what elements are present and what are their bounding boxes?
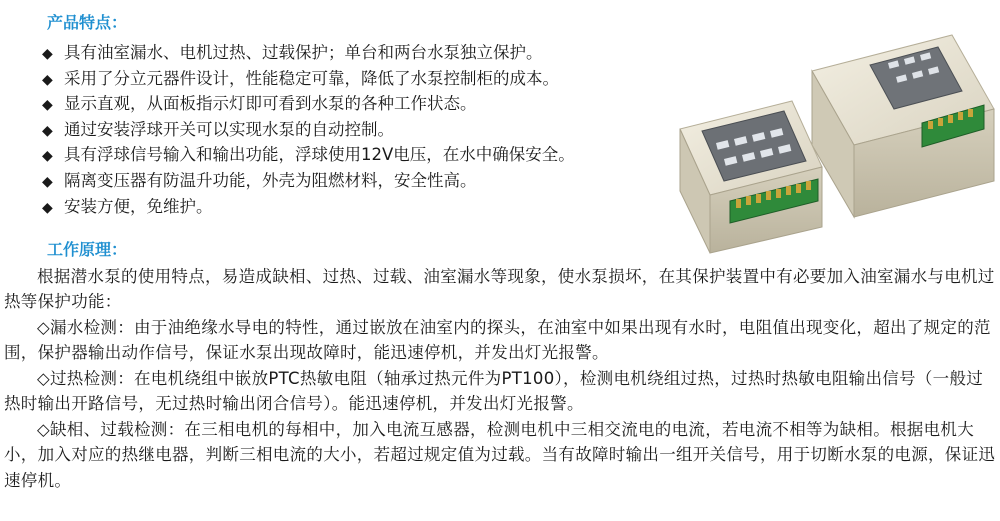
feature-item <box>42 142 575 168</box>
phase-loss-overload-paragraph <box>4 417 998 493</box>
intro-text: 根据潜水泵的使用特点，易造成缺相、过热、过载、油室漏水等现象，使水泵损坏，在其保护装置中有必要加入油室漏水与电机过热等保护功能： <box>4 267 995 312</box>
diamond-bullet-icon: ◆ <box>42 71 53 88</box>
product-photo <box>672 5 1000 255</box>
feature-text: 通过安装浮球开关可以实现水泵的自动控制。 <box>64 119 394 139</box>
feature-item <box>42 40 575 66</box>
principle-heading: 工作原理： <box>47 240 128 259</box>
feature-text: 安装方便，免维护。 <box>64 196 213 216</box>
feature-item <box>42 66 575 92</box>
intro-paragraph <box>4 264 998 315</box>
feature-text: 具有油室漏水、电机过热、过载保护；单台和两台水泵独立保护。 <box>64 43 543 62</box>
protector-unit-front <box>680 101 822 253</box>
features-heading: 产品特点： <box>47 13 128 32</box>
feature-item <box>42 91 575 117</box>
leak-detection-text: ◇漏水检测：由于油绝缘水导电的特性，通过嵌放在油室内的探头，在油室中如果出现有水时，电阻值出现变化，超出了规定的范围，保护器输出动作信号，保证水泵出现故障时，能迅速停机，并发出灯光报警。 <box>4 318 991 363</box>
feature-item <box>42 168 575 194</box>
overheat-detection-text: ◇过热检测：在电机绕组中嵌放PTC热敏电阻（轴承过热元件为PT100），检测电机绕组过热，过热时热敏电阻输出信号（一般过热时输出开路信号，无过热时输出闭合信号）。能迅速停机，并发出灯光报警。 <box>4 369 984 414</box>
phase-loss-overload-text: ◇缺相、过载检测：在三相电机的每相中，加入电流互感器，检测电机中三相交流电的电流，若电流不相等为缺相。根据电机大小，加入对应的热继电器，判断三相电流的大小，若超过规定值为过载。当有故障时输出一组开关信号，用于切断水泵的电源，保证迅速停机。 <box>4 420 996 490</box>
features-list <box>42 40 575 219</box>
diamond-bullet-icon: ◆ <box>42 173 53 190</box>
feature-text: 显示直观，从面板指示灯即可看到水泵的各种工作状态。 <box>64 94 477 114</box>
feature-text: 具有浮球信号输入和输出功能，浮球使用12V电压，在水中确保安全。 <box>64 145 575 165</box>
diamond-bullet-icon: ◆ <box>42 46 53 62</box>
feature-text: 采用了分立元器件设计，性能稳定可靠，降低了水泵控制柜的成本。 <box>64 68 559 88</box>
overheat-detection-paragraph <box>4 366 998 417</box>
diamond-bullet-icon: ◆ <box>42 148 53 165</box>
leak-detection-paragraph <box>4 315 998 366</box>
diamond-bullet-icon: ◆ <box>42 199 53 216</box>
feature-item <box>42 194 575 220</box>
feature-text: 隔离变压器有防温升功能，外壳为阻燃材料，安全性高。 <box>64 170 477 190</box>
protector-unit-back <box>812 35 994 217</box>
diamond-bullet-icon: ◆ <box>42 97 53 114</box>
diamond-bullet-icon: ◆ <box>42 122 53 139</box>
feature-item <box>42 117 575 143</box>
